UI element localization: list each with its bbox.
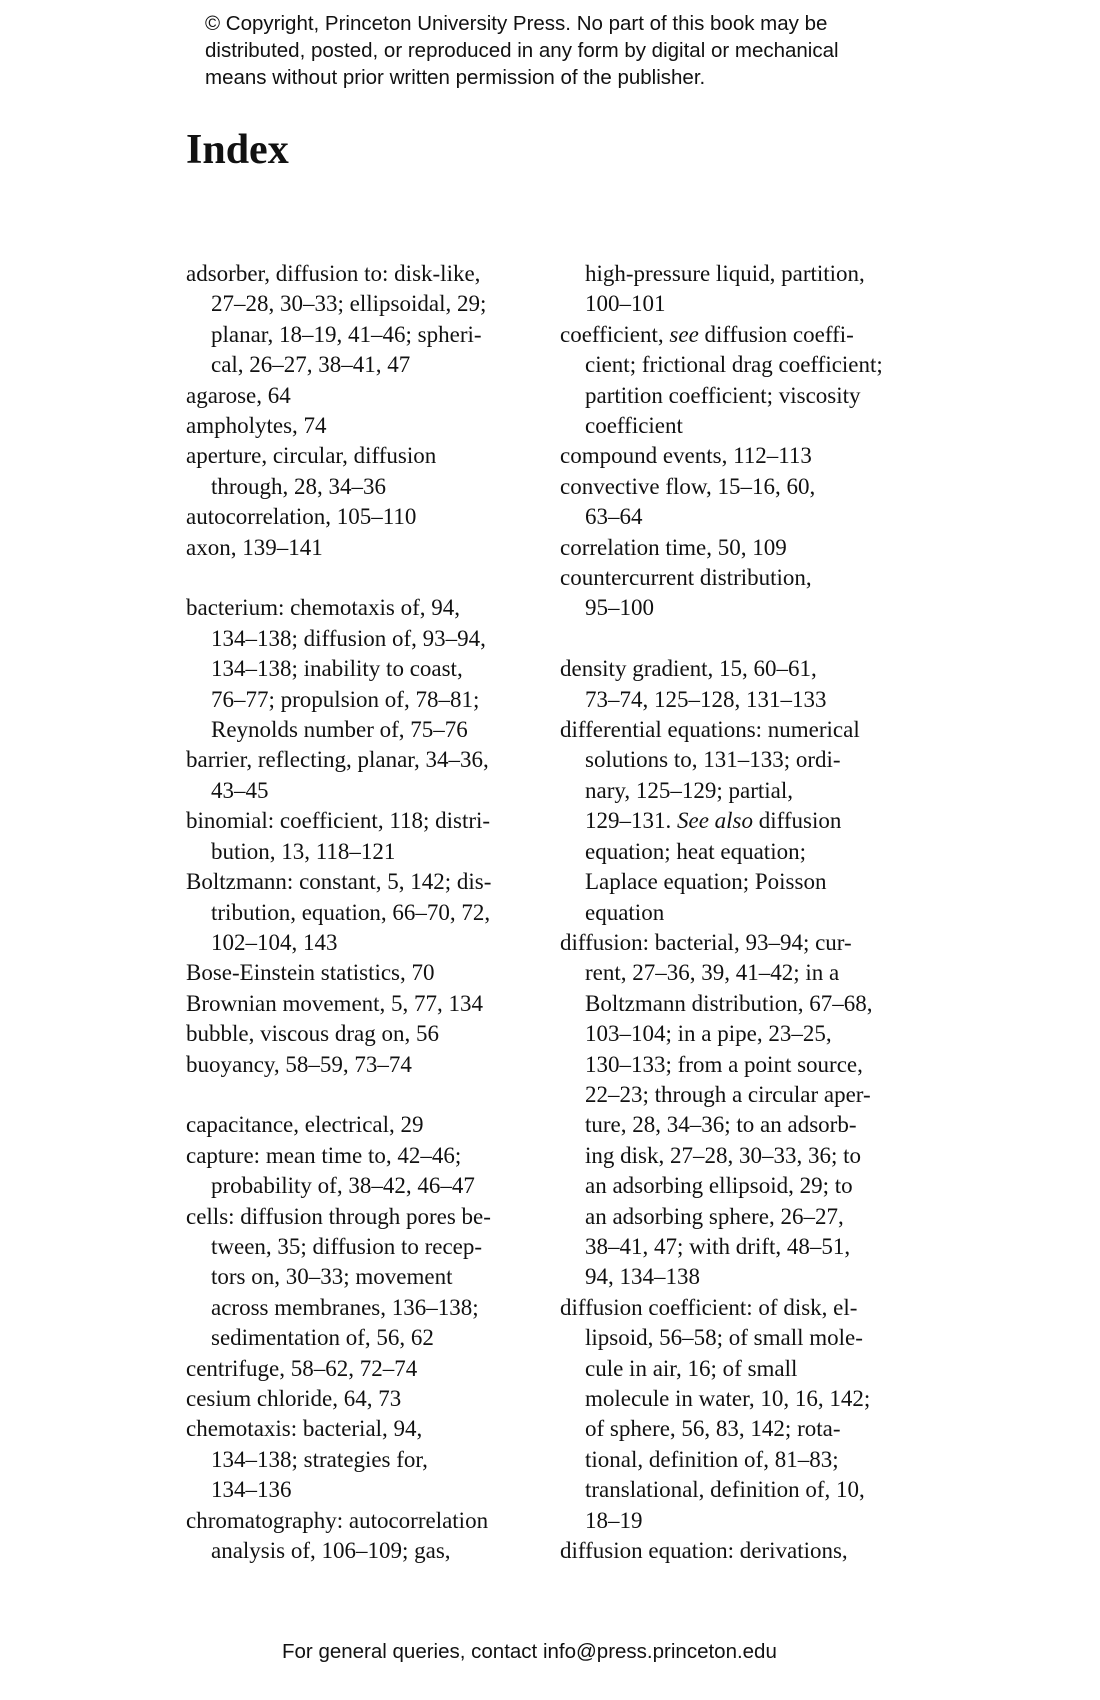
index-entry-headword-line: countercurrent distribution,: [560, 565, 812, 591]
index-entry-continuation-line: an adsorbing ellipsoid, 29; to: [585, 1173, 853, 1199]
index-entry-headword-line: binomial: coefficient, 118; distri-: [186, 808, 491, 834]
index-entry: [186, 502, 566, 532]
index-entry: [186, 1141, 566, 1202]
index-entry-continuation-line: molecule in water, 10, 16, 142;: [585, 1386, 871, 1412]
index-entry-continuation-line: through, 28, 34–36: [211, 473, 387, 499]
index-entry-headword-line: diffusion coefficient: of disk, el-: [560, 1294, 858, 1320]
index-entry-continuation-line: 134–138; strategies for,: [211, 1446, 428, 1472]
index-entry-headword-line: coefficient, see diffusion coeffi-: [560, 321, 854, 347]
index-entry-headword-line: Bose-Einstein statistics, 70: [186, 960, 435, 986]
index-entry-continuation-line: translational, definition of, 10,: [585, 1477, 865, 1503]
index-column-left: [186, 259, 566, 1566]
index-entry-headword-line: autocorrelation, 105–110: [186, 504, 417, 530]
index-entry: [186, 745, 566, 806]
index-entry: [186, 533, 566, 563]
index-entry-continuation-line: 130–133; from a point source,: [585, 1051, 863, 1077]
index-entry-continuation-line: tween, 35; diffusion to recep-: [211, 1233, 483, 1259]
index-entry: [186, 867, 566, 958]
index-entry-continuation-line: 134–136: [211, 1477, 292, 1503]
index-entry-headword-line: differential equations: numerical: [560, 717, 860, 743]
index-entry-continuation-line: coefficient: [585, 413, 683, 439]
index-entry-headword-line: barrier, reflecting, planar, 34–36,: [186, 747, 489, 773]
index-entry-continuation-line: equation; heat equation;: [585, 838, 806, 864]
copyright-line: distributed, posted, or reproduced in any form by digital or mechanical: [205, 39, 839, 62]
index-entry-headword-line: diffusion: bacterial, 93–94; cur-: [560, 929, 852, 955]
index-entry: [186, 958, 566, 988]
index-entry: [186, 1384, 566, 1414]
index-entry: [560, 1293, 940, 1536]
index-entry: [560, 1536, 940, 1566]
index-entry: [560, 259, 940, 320]
index-entry-continuation-line: 129–131. See also diffusion: [585, 808, 842, 834]
index-entry-continuation-line: bution, 13, 118–121: [211, 838, 396, 864]
index-entry-continuation-line: 102–104, 143: [211, 929, 338, 955]
index-entry-continuation-line: 22–23; through a circular aper-: [585, 1081, 871, 1107]
index-entry-headword-line: axon, 139–141: [186, 534, 323, 560]
index-entry: [186, 806, 566, 867]
index-entry: [186, 593, 566, 745]
index-entry: [560, 441, 940, 471]
index-entry-continuation-line: 27–28, 30–33; ellipsoidal, 29;: [211, 291, 487, 317]
index-entry-continuation-line: solutions to, 131–133; ordi-: [585, 747, 841, 773]
index-entry: [560, 715, 940, 928]
index-entry: [186, 1019, 566, 1049]
index-entry-continuation-line: of sphere, 56, 83, 142; rota-: [585, 1416, 841, 1442]
index-entry: [560, 533, 940, 563]
index-entry-continuation-line: cient; frictional drag coefficient;: [585, 352, 883, 378]
index-entry-continuation-line: rent, 27–36, 39, 41–42; in a: [585, 960, 840, 986]
index-entry-headword-line: buoyancy, 58–59, 73–74: [186, 1051, 412, 1077]
index-entry: [560, 472, 940, 533]
index-entry-continuation-line: tional, definition of, 81–83;: [585, 1446, 839, 1472]
index-entry: [186, 381, 566, 411]
index-entry-continuation-line: analysis of, 106–109; gas,: [211, 1538, 451, 1564]
index-entry-headword-line: bubble, viscous drag on, 56: [186, 1021, 439, 1047]
index-entry: [186, 1414, 566, 1505]
copyright-line: © Copyright, Princeton University Press. No part of this book may be: [205, 12, 828, 35]
index-entry: [560, 654, 940, 715]
index-entry: [186, 989, 566, 1019]
index-entry: [560, 563, 940, 624]
index-entry: [186, 1110, 566, 1140]
index-entry-headword-line: adsorber, diffusion to: disk-like,: [186, 261, 481, 286]
index-entry-headword-line: chemotaxis: bacterial, 94,: [186, 1416, 423, 1442]
index-entry-headword-line: Boltzmann: constant, 5, 142; dis-: [186, 869, 492, 895]
index-entry-continuation-line: 63–64: [585, 504, 643, 530]
index-entry-continuation-line: 94, 134–138: [585, 1264, 700, 1290]
index-entry: [186, 1202, 566, 1354]
index-entry-headword-line: capture: mean time to, 42–46;: [186, 1142, 462, 1168]
index-entry-headword-line: convective flow, 15–16, 60,: [560, 473, 816, 499]
index-entry-continuation-line: nary, 125–129; partial,: [585, 777, 794, 803]
index-entry-continuation-line: 95–100: [585, 595, 654, 621]
index-entry-continuation-line: 76–77; propulsion of, 78–81;: [211, 686, 480, 712]
index-entry: [186, 1354, 566, 1384]
index-entry-continuation-line: 100–101: [585, 291, 666, 317]
page-title: Index: [186, 127, 289, 173]
index-entry-continuation-line: probability of, 38–42, 46–47: [211, 1173, 475, 1199]
index-entry-headword-line: bacterium: chemotaxis of, 94,: [186, 595, 461, 621]
index-entry-continuation-line: lipsoid, 56–58; of small mole-: [585, 1325, 863, 1351]
index-entry-continuation-line: Reynolds number of, 75–76: [211, 717, 468, 743]
copyright-line: means without prior written permission of the publisher.: [205, 66, 706, 89]
index-entry-headword-line: diffusion equation: derivations,: [560, 1538, 848, 1564]
index-entry-headword-line: density gradient, 15, 60–61,: [560, 656, 817, 682]
index-entry-continuation-line: partition coefficient; viscosity: [585, 382, 861, 408]
index-entry-continuation-line: ing disk, 27–28, 30–33, 36; to: [585, 1142, 862, 1168]
index-entry-continuation-line: high-pressure liquid, partition,: [585, 261, 865, 286]
copyright-notice: [205, 10, 965, 91]
index-entry-continuation-line: 73–74, 125–128, 131–133: [585, 686, 827, 712]
index-entry-continuation-line: 18–19: [585, 1507, 643, 1533]
index-entry-continuation-line: sedimentation of, 56, 62: [211, 1325, 434, 1351]
index-entry: [186, 411, 566, 441]
index-entry-headword-line: compound events, 112–113: [560, 443, 812, 469]
index-entry-headword-line: agarose, 64: [186, 382, 291, 408]
index-entry: [186, 1050, 566, 1080]
index-entry-headword-line: correlation time, 50, 109: [560, 534, 787, 560]
index-entry-continuation-line: 134–138; diffusion of, 93–94,: [211, 625, 486, 651]
index-entry-headword-line: Brownian movement, 5, 77, 134: [186, 990, 484, 1016]
index-entry: [560, 320, 940, 442]
index-entry-continuation-line: 103–104; in a pipe, 23–25,: [585, 1021, 832, 1047]
index-entry: [186, 1506, 566, 1567]
index-entry-headword-line: chromatography: autocorrelation: [186, 1507, 489, 1533]
index-entry-continuation-line: 134–138; inability to coast,: [211, 656, 463, 682]
index-entry-headword-line: cesium chloride, 64, 73: [186, 1386, 402, 1411]
index-entry-continuation-line: Boltzmann distribution, 67–68,: [585, 990, 873, 1016]
index-entry-continuation-line: across membranes, 136–138;: [211, 1294, 479, 1320]
index-entry-continuation-line: 43–45: [211, 777, 269, 803]
footer-contact: For general queries, contact info@press.princeton.edu: [282, 1640, 777, 1663]
index-entry-continuation-line: cal, 26–27, 38–41, 47: [211, 352, 411, 378]
index-entry-continuation-line: tribution, equation, 66–70, 72,: [211, 899, 491, 925]
index-entry-headword-line: capacitance, electrical, 29: [186, 1112, 424, 1138]
index-entry: [186, 259, 566, 381]
index-entry-continuation-line: planar, 18–19, 41–46; spheri-: [211, 321, 482, 347]
index-entry: [186, 441, 566, 502]
index-column-right: [560, 259, 940, 1566]
index-entry-headword-line: cells: diffusion through pores be-: [186, 1203, 491, 1229]
index-entry-continuation-line: cule in air, 16; of small: [585, 1355, 798, 1381]
index-entry-continuation-line: 38–41, 47; with drift, 48–51,: [585, 1233, 851, 1259]
index-entry-headword-line: aperture, circular, diffusion: [186, 443, 437, 469]
index-entry: [560, 928, 940, 1293]
index-entry-headword-line: ampholytes, 74: [186, 413, 327, 439]
index-entry-continuation-line: ture, 28, 34–36; to an adsorb-: [585, 1112, 857, 1138]
index-entry-continuation-line: an adsorbing sphere, 26–27,: [585, 1203, 844, 1229]
index-entry-continuation-line: equation: [585, 899, 665, 925]
index-entry-continuation-line: Laplace equation; Poisson: [585, 869, 827, 895]
index-entry-continuation-line: tors on, 30–33; movement: [211, 1264, 453, 1290]
index-entry-headword-line: centrifuge, 58–62, 72–74: [186, 1355, 418, 1381]
